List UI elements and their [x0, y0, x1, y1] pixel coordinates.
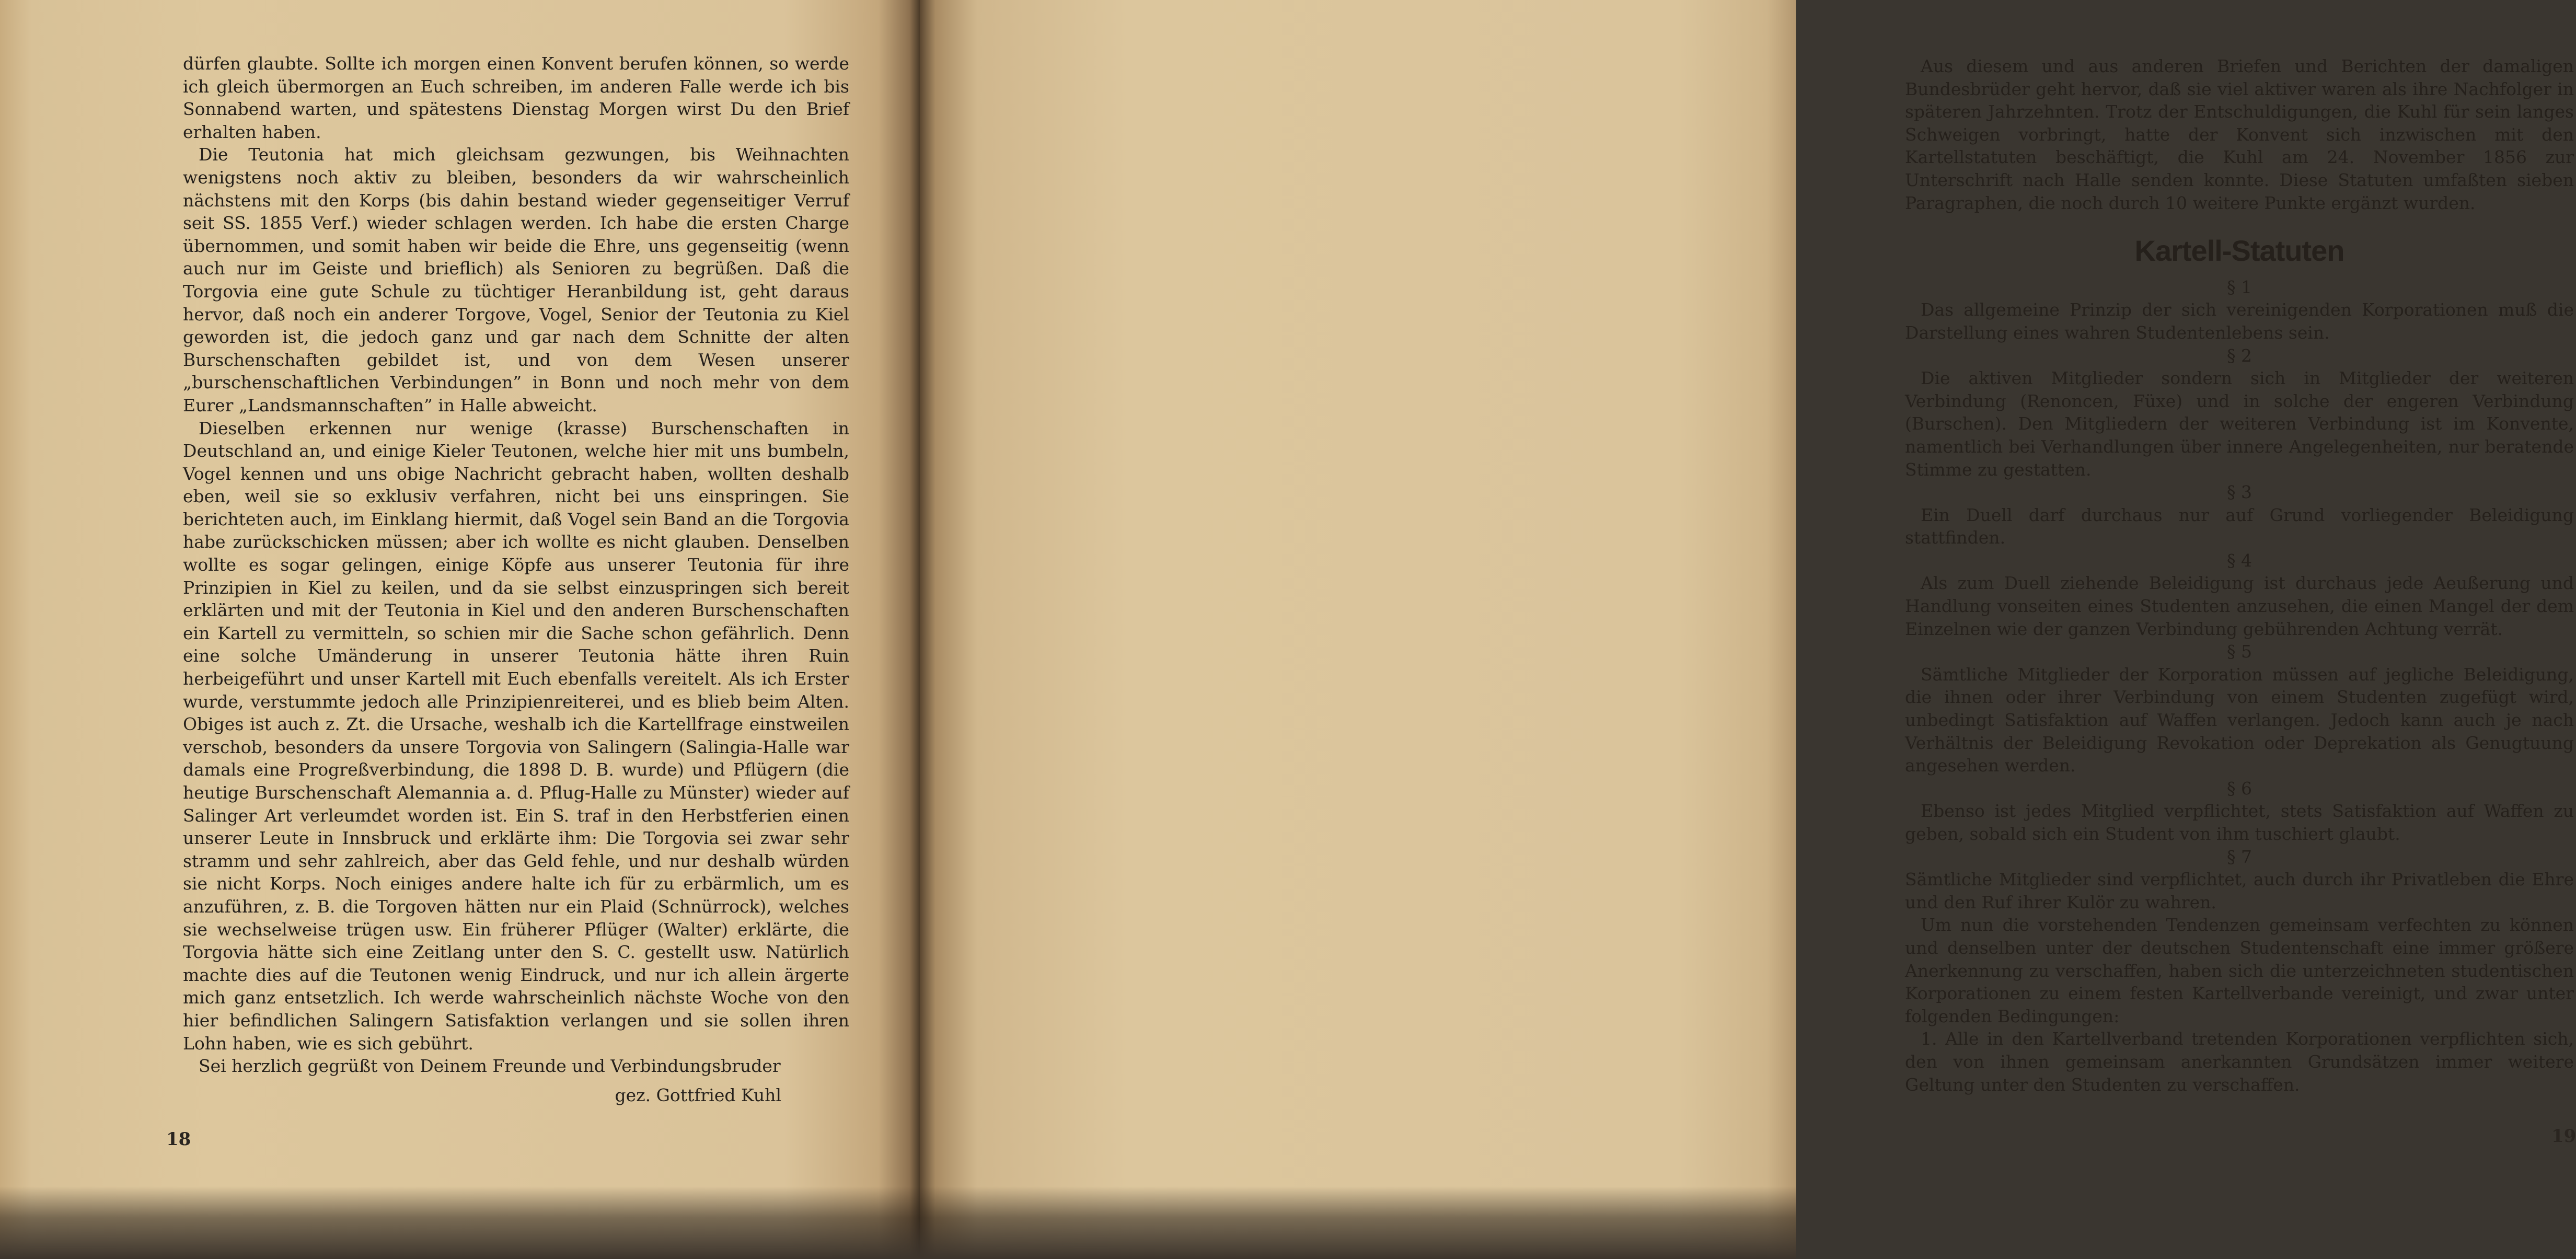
section-heading: Kartell-Statuten [2134, 234, 2344, 268]
right-page [920, 0, 2576, 1259]
paragraph: Das allgemeine Prinzip der sich vereinigenden Korporationen muß die Darstellung eines wahren Studentenlebens sein. [1905, 299, 2574, 343]
page-number: 19 [2551, 1126, 2576, 1147]
paragraph: Ebenso ist jedes Mitglied verpflichtet, stets Satisfaktion auf Waffen zu geben, sobald sich ein Student von ihm tuschiert glaubt. [1905, 801, 2574, 844]
paragraph-mark: § 4 [2227, 550, 2252, 571]
numbered-point: 1. Alle in den Kartellverband tretenden Korporationen verpflichten sich, den von ihnen gemeinsam anerkannten Grundsätzen immer weitere Geltung unter den Studenten zu verschaffen. [1905, 1029, 2574, 1095]
paragraph: Sämtliche Mitglieder der Korporation müssen auf jegliche Beleidigung, die ihnen oder ihrer Verbindung von einem Studenten zugefügt wird, unbedingt Satisfaktion auf Waffen verlangen. Jedoch kann auch je nach Verhältnis der Beleidigung Revokation oder Deprekation als Genugtuung angesehen werden. [1905, 664, 2574, 776]
signature: gez. Gottfried Kuhl [615, 1084, 781, 1105]
closing-paragraph: Um nun die vorstehenden Tendenzen gemeinsam verfechten zu können und denselben unter der deutschen Studentenschaft eine immer größere Anerkennung zu verschaffen, haben sich die unterzeichneten studentischen Korporationen zu einem festen Kartellverbande vereinigt, und zwar unter folgenden Bedingungen: [1905, 915, 2574, 1026]
right-page-text [1905, 55, 2574, 1096]
paragraph-mark: § 1 [2227, 276, 2252, 297]
paragraph-mark: § 5 [2227, 641, 2252, 662]
paragraph-mark: § 3 [2227, 482, 2252, 503]
paragraph: Als zum Duell ziehende Beleidigung ist durchaus jede Aeußerung und Handlung vonseiten eines Studenten anzusehen, die einen Mangel der dem Einzelnen wie der ganzen Verbindung gebührenden Achtung verrät. [1905, 573, 2574, 639]
paragraph-mark: § 6 [2227, 778, 2252, 799]
paragraph: Sei herzlich gegrüßt von Deinem Freunde und Verbindungsbruder [199, 1056, 781, 1077]
left-page [0, 0, 920, 1259]
paragraph-mark: § 7 [2227, 846, 2252, 867]
paragraph: dürfen glaubte. Sollte ich morgen einen Konvent berufen können, so werde ich gleich übermorgen an Euch schreiben, im anderen Falle werde ich bis Sonnabend warten, und spätestens Dienstag Morgen wirst Du den Brief erhalten haben. [183, 53, 849, 142]
paragraph: Die Teutonia hat mich gleichsam gezwungen, bis Weihnachten wenigstens noch aktiv zu bleiben, besonders da wir wahrscheinlich nächstens mit den Korps (bis dahin bestand wieder gegenseitiger Verruf seit SS. 1855 Verf.) wieder schlagen werden. Ich habe die ersten Charge übernommen, und somit haben wir beide die Ehre, uns gegenseitig (wenn auch nur im Geiste und brieflich) als Senioren zu begrüßen. Daß die Torgovia eine gute Schule zu tüchtiger Heranbildung ist, geht daraus hervor, daß noch ein anderer Torgove, Vogel, Senior der Teutonia zu Kiel geworden ist, die jedoch ganz und gar nach dem Schnitte der alten Burschenschaften gebildet ist, und von dem Wesen unserer „burschenschaftlichen Verbindungen” in Bonn und noch mehr von dem Eurer „Landsmannschaften” in Halle abweicht. [183, 144, 849, 415]
paragraph: Sämtliche Mitglieder sind verpflichtet, auch durch ihr Privatleben die Ehre und den Ruf ihrer Kulör zu wahren. [1905, 869, 2574, 913]
page-number: 18 [166, 1129, 191, 1150]
paragraph: Die aktiven Mitglieder sondern sich in Mitglieder der weiteren Verbindung (Renoncen, Füxe) und in solche der engeren Verbindung (Burschen). Den Mitgliedern der weiteren Verbindung ist im Konvente, namentlich bei Verhandlungen über innere Angelegenheiten, nur beratende Stimme zu gestatten. [1905, 368, 2574, 480]
page-edge-shadow [0, 1186, 1796, 1259]
left-page-text [183, 52, 849, 1106]
paragraph-mark: § 2 [2227, 345, 2252, 366]
intro-paragraph: Aus diesem und aus anderen Briefen und Berichten der damaligen Bundesbrüder geht hervor, daß sie viel aktiver waren als ihre Nachfolger in späteren Jahrzehnten. Trotz der Entschuldigungen, die Kuhl für sein langes Schweigen vorbringt, hatte der Konvent sich inzwischen mit den Kartellstatuten beschäftigt, die Kuhl am 24. November 1856 zur Unterschrift nach Halle senden konnte. Diese Statuten umfaßten sieben Paragraphen, die noch durch 10 weitere Punkte ergänzt wurden. [1905, 56, 2574, 213]
paragraph: Dieselben erkennen nur wenige (krasse) Burschenschaften in Deutschland an, und einige Kieler Teutonen, welche hier mit uns bumbeln, Vogel kennen und uns obige Nachricht gebracht haben, wollten deshalb eben, weil sie so exklusiv verfahren, nicht bei uns einspringen. Sie berichteten auch, im Einklang hiermit, daß Vogel sein Band an die Torgovia habe zurückschicken müssen; aber ich wollte es nicht glauben. Denselben wollte es sogar gelingen, einige Köpfe aus unserer Teutonia für ihre Prinzipien in Kiel zu keilen, und da sie selbst einzuspringen sich bereit erklärten und mit der Teutonia in Kiel und den anderen Burschenschaften ein Kartell zu vermitteln, so schien mir die Sache schon gefährlich. Denn eine solche Umänderung in unserer Teutonia hätte ihren Ruin herbeigeführt und unser Kartell mit Euch ebenfalls vereitelt. Als ich Erster wurde, verstummte jedoch alle Prinzipienreiterei, und es blieb beim Alten. Obiges ist auch z. Zt. die Ursache, weshalb ich die Kartellfrage einstweilen verschob, besonders da unsere Torgovia von Salingern (Salingia-Halle war damals eine Progreßverbindung, die 1898 D. B. wurde) und Pflügern (die heutige Burschenschaft Alemannia a. d. Pflug-Halle zu Münster) wieder auf Salinger Art verleumdet worden ist. Ein S. traf in den Herbstferien einen unserer Leute in Innsbruck und erklärte ihm: Die Torgovia sei zwar sehr stramm und sehr zahlreich, aber das Geld fehle, und nur deshalb würden sie nicht Korps. Noch einiges andere halte ich für zu erbärmlich, um es anzuführen, z. B. die Torgoven hätten nur ein Plaid (Schnürrock), welches sie wechselweise trügen usw. Ein früherer Pflüger (Walter) erklärte, die Torgovia hätte sich eine Zeitlang unter den S. C. gestellt usw. Natürlich machte dies auf die Teutonen wenig Eindruck, und nur ich allein ärgerte mich ganz entsetzlich. Ich werde wahrscheinlich nächste Woche von den hier befindlichen Salingern Satisfaktion verlangen und sie sollen ihren Lohn haben, wie es sich gebührt. [183, 418, 849, 1054]
paragraph: Ein Duell darf durchaus nur auf Grund vorliegender Beleidigung stattfinden. [1905, 504, 2574, 548]
